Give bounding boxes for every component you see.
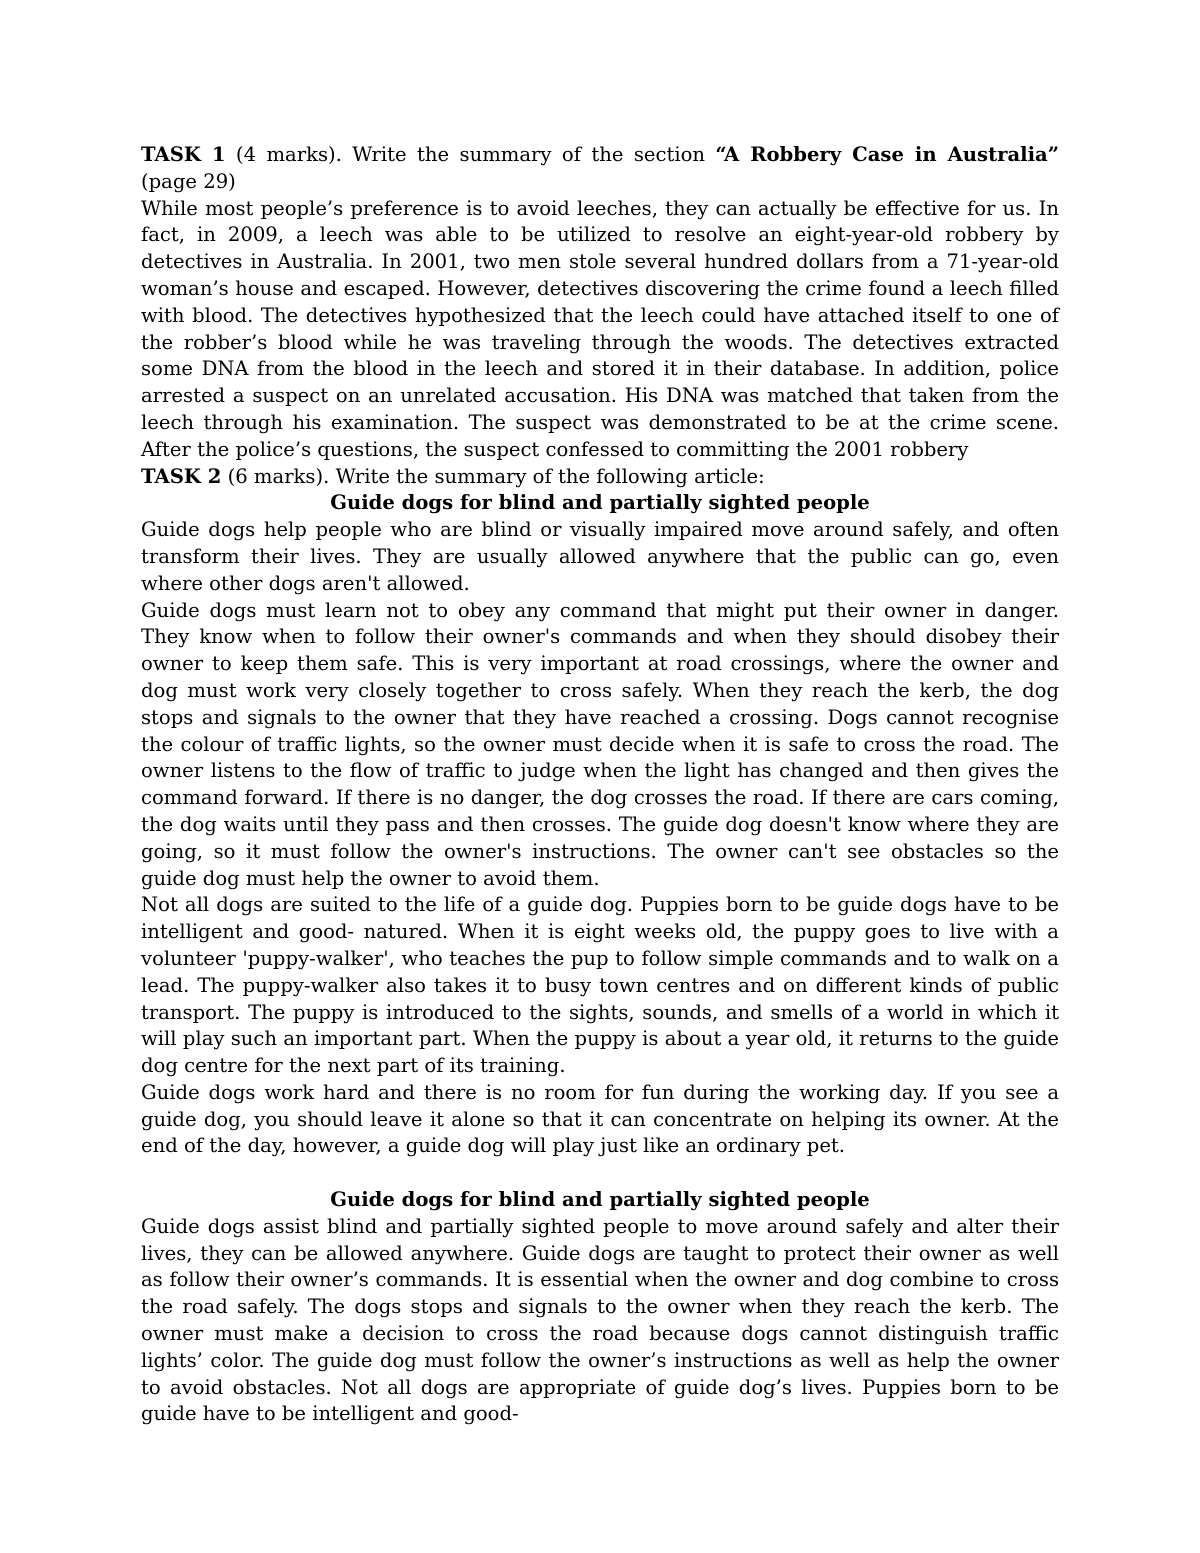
task2-instruction: (6 marks). Write the summary of the following article: [221,464,765,488]
task1-heading [141,142,1059,196]
task2-heading [141,464,1059,491]
task1-section-title: “A Robbery Case in Australia” [715,143,1059,166]
task1-prefix: (4 marks). Write the summary of the section [225,143,716,166]
task1-suffix: (page 29) [141,169,236,193]
summary-text: Guide dogs assist blind and partially sighted people to move around safely and alter their lives, they can be allowed anywhere. Guide dogs are taught to protect their owner as well as follow their owner’s commands. It is essential when the owner and dog combine to cross the road safely. The dogs stops and signals to the owner when they reach the kerb. The owner must make a decision to cross the road because dogs cannot distinguish traffic lights’ color. The guide dog must follow the owner’s instructions as well as help the owner to avoid obstacles. Not all dogs are appropriate of guide dog’s lives. Puppies born to be guide have to be intelligent and good- [141,1214,1059,1426]
article-paragraph-4: Guide dogs work hard and there is no room for fun during the working day. If you see a guide dog, you should leave it alone so that it can concentrate on helping its owner. At the end of the day, however, a guide dog will play just like an ordinary pet. [141,1080,1059,1158]
article-title: Guide dogs for blind and partially sighted people [330,491,870,515]
document-page [141,142,1059,1428]
task1-label: TASK 1 [141,143,226,166]
blank-line [141,1160,1059,1187]
article-paragraph-1: Guide dogs help people who are blind or visually impaired move around safely, and often transform their lives. They are usually allowed anywhere that the public can go, even where other dogs aren't allowed. [141,518,1059,595]
article-paragraph-2: Guide dogs must learn not to obey any command that might put their owner in danger. They know when to follow their owner's commands and when they should disobey their owner to keep them safe. This is very important at road crossings, where the owner and dog must work very closely together to cross safely. When they reach the kerb, the dog stops and signals to the owner that they have reached a crossing. Dogs cannot recognise the colour of traffic lights, so the owner must decide when it is safe to cross the road. The owner listens to the flow of traffic to judge when the light has changed and then gives the command forward. If there is no danger, the dog crosses the road. If there are cars coming, the dog waits until they pass and then crosses. The guide dog doesn't know where they are going, so it must follow the owner's instructions. The owner can't see obstacles so the guide dog must help the owner to avoid them. [141,598,1059,890]
summary-title: Guide dogs for blind and partially sighted people [330,1188,870,1212]
task1-summary: While most people’s preference is to avoid leeches, they can actually be effective for us. In fact, in 2009, a leech was able to be utilized to resolve an eight-year-old robbery by detectives in Australia. In 2001, two men stole several hundred dollars from a 71-year-old woman’s house and escaped. However, detectives discovering the crime found a leech filled with blood. The detectives hypothesized that the leech could have attached itself to one of the robber’s blood while he was traveling through the woods. The detectives extracted some DNA from the blood in the leech and stored it in their database. In addition, police arrested a suspect on an unrelated accusation. His DNA was matched that taken from the leech through his examination. The suspect was demonstrated to be at the crime scene. After the police’s questions, the suspect confessed to committing the 2001 robbery [141,196,1059,461]
article-paragraph-3: Not all dogs are suited to the life of a guide dog. Puppies born to be guide dogs have to be intelligent and good- natured. When it is eight weeks old, the puppy goes to live with a volunteer 'puppy-walker', who teaches the pup to follow simple commands and to walk on a lead. The puppy-walker also takes it to busy town centres and on different kinds of public transport. The puppy is introduced to the sights, sounds, and smells of a world in which it will play such an important part. When the puppy is about a year old, it returns to the guide dog centre for the next part of its training. [141,893,1059,1078]
task2-label: TASK 2 [141,464,222,488]
